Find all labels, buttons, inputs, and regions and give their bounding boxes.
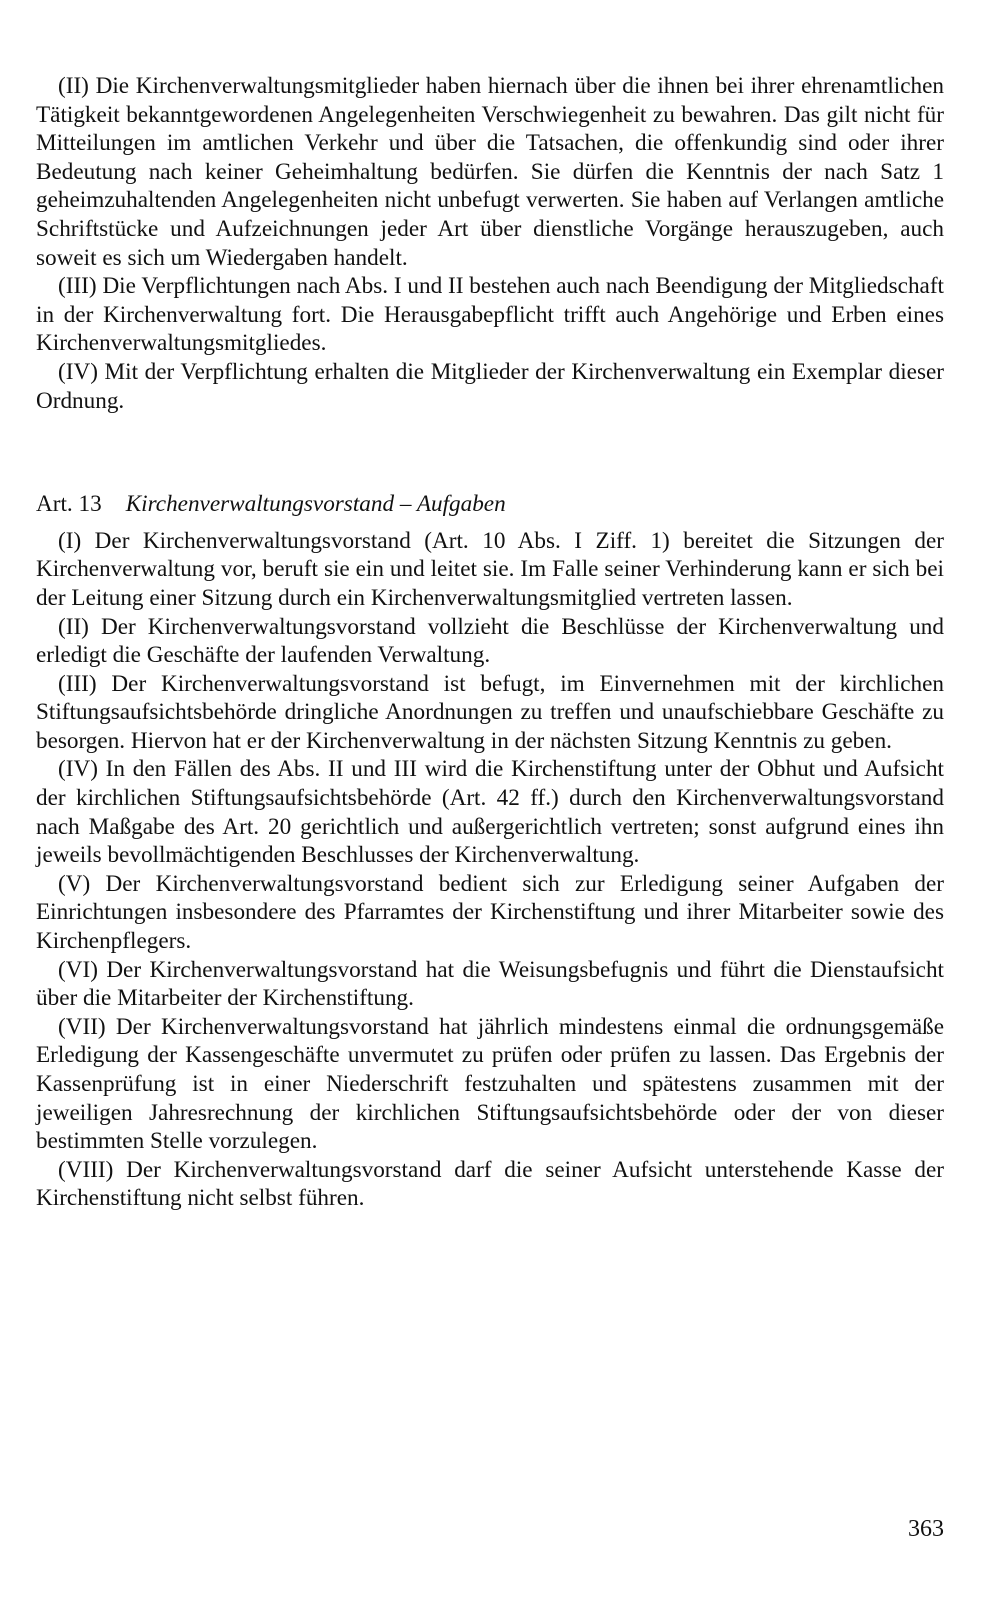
paragraph-III-obligations: (III) Die Verpflichtungen nach Abs. I und II bestehen auch nach Beendigung der Mitgliedschaft in der Kirchenverwaltung fort. Die Herausgabepflicht trifft auch Angehörige und Erben eines Kirchenverwaltungsmitgliedes. <box>36 273 944 357</box>
article-heading <box>36 490 944 519</box>
article-paragraph-VI: (VI) Der Kirchenverwaltungsvorstand hat die Weisungsbefugnis und führt die Dienstaufsicht über die Mitarbeiter der Kirchenstiftung. <box>36 956 944 1012</box>
article-paragraph-IV: (IV) In den Fällen des Abs. II und III wird die Kirchenstiftung unter der Obhut und Aufsicht der kirchlichen Stiftungsaufsichtsbehörde (Art. 42 ff.) durch den Kirchenverwaltungsvorstand nach Maßgabe des Art. 20 gerichtlich und außergerichtlich vertreten; sonst aufgrund eines ihn jeweils bevollmächtigenden Beschlusses der Kirchenverwaltung. <box>36 756 944 869</box>
article-paragraph-V: (V) Der Kirchenverwaltungsvorstand bedient sich zur Erledigung seiner Aufgaben der Einrichtungen insbesondere des Pfarramtes der Kirchenstiftung und ihrer Mitarbeiter sowie des Kirchenpflegers. <box>36 870 944 955</box>
page-number: 363 <box>908 1516 944 1542</box>
article-number: Art. 13 <box>36 491 102 518</box>
section-spacer <box>36 415 944 490</box>
article-paragraph-III: (III) Der Kirchenverwaltungsvorstand ist befugt, im Einvernehmen mit der kirchlichen Stiftungsaufsichtsbehörde dringliche Anordnungen zu treffen und unaufschiebbare Geschäfte zu besorgen. Hiervon hat er der Kirchenverwaltung in der nächsten Sitzung Kenntnis zu geben. <box>36 670 944 754</box>
article-paragraph-I: (I) Der Kirchenverwaltungsvorstand (Art. 10 Abs. I Ziff. 1) bereitet die Sitzungen der Kirchenverwaltung vor, beruft sie ein und leitet sie. Im Falle seiner Verhinderung kann er sich bei der Leitung einer Sitzung durch ein Kirchenverwaltungsmitglied vertreten lassen. <box>36 527 944 611</box>
article-paragraph-II: (II) Der Kirchenverwaltungsvorstand vollzieht die Beschlüsse der Kirchenverwaltung und erledigt die Geschäfte der laufenden Verwaltung. <box>36 613 944 669</box>
article-title: Kirchenverwaltungsvorstand – Aufgaben <box>125 491 506 518</box>
article-paragraph-VII: (VII) Der Kirchenverwaltungsvorstand hat jährlich mindestens einmal die ordnungsgemäße Erledigung der Kassengeschäfte unvermutet zu prüfen oder prüfen zu lassen. Das Ergebnis der Kassenprüfung ist in einer Niederschrift festzuhalten und spätestens zusammen mit der jeweiligen Jahresrechnung der kirchlichen Stiftungsaufsichtsbehörde oder der von dieser bestimmten Stelle vorzulegen. <box>36 1013 944 1155</box>
document-page <box>36 72 944 1213</box>
paragraph-II-secrecy: (II) Die Kirchenverwaltungsmitglieder haben hiernach über die ihnen bei ihrer ehrenamtlichen Tätigkeit bekanntgewordenen Angelegenheiten Verschwiegenheit zu bewahren. Das gilt nicht für Mitteilungen im amtlichen Verkehr und über die Tatsachen, die offenkundig sind oder ihrer Bedeutung nach keiner Geheimhaltung bedürfen. Sie dürfen die Kenntnis der nach Satz 1 geheimzuhaltenden Angelegenheiten nicht unbefugt verwerten. Sie haben auf Verlangen amtliche Schriftstücke und Aufzeichnungen jeder Art über dienstliche Vorgänge herauszugeben, auch soweit es sich um Wiedergaben handelt. <box>36 73 944 271</box>
paragraph-IV-copy: (IV) Mit der Verpflichtung erhalten die Mitglieder der Kirchenverwaltung ein Exemplar dieser Ordnung. <box>36 358 944 414</box>
article-paragraph-VIII: (VIII) Der Kirchenverwaltungsvorstand darf die seiner Aufsicht unterstehende Kasse der Kirchenstiftung nicht selbst führen. <box>36 1156 944 1212</box>
